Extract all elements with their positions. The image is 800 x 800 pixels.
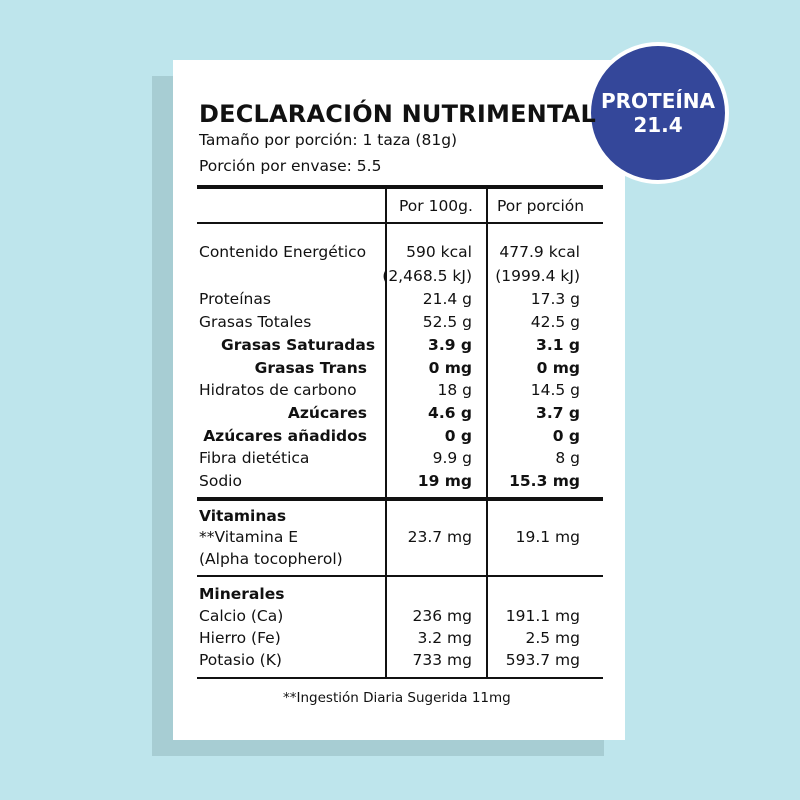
mineral-value-perserving: 2.5 mg [525,629,580,647]
badge-value: 21.4 [633,113,683,137]
mineral-name: Hierro (Fe) [199,629,281,647]
nutrient-value-perserving: 3.1 g [536,336,580,354]
nutrient-value-per100: 18 g [437,381,472,399]
nutrient-name: Azúcares [287,404,367,422]
column-divider [385,499,387,576]
nutrient-value-per100: 9.9 g [432,449,472,467]
nutrient-value-per100: 3.9 g [428,336,472,354]
serving-size: Tamaño por porción: 1 taza (81g) [199,131,458,149]
column-header-per-serving: Por porción [497,197,585,215]
mineral-name: Calcio (Ca) [199,607,284,625]
mineral-value-per100: 3.2 mg [417,629,472,647]
servings-per-container: Porción por envase: 5.5 [199,157,382,175]
nutrient-name: Proteínas [199,290,271,308]
nutrient-value-perserving: 3.7 g [536,404,580,422]
nutrient-value-perserving: 14.5 g [530,381,580,399]
nutrient-value-per100: 19 mg [417,472,472,490]
nutrient-value-perserving: 15.3 mg [509,472,580,490]
nutrient-value-per100: 4.6 g [428,404,472,422]
nutrient-value-per100: 21.4 g [422,290,472,308]
energy-kj-perserving: (1999.4 kJ) [495,267,580,285]
nutrient-name: Hidratos de carbono [199,381,357,399]
column-divider [385,187,387,499]
column-divider [486,187,488,499]
nutrient-name: Azúcares añadidos [203,427,367,445]
nutrient-value-perserving: 0 g [552,427,580,445]
nutrient-value-perserving: 0 mg [536,359,580,377]
mineral-value-perserving: 191.1 mg [505,607,580,625]
divider-thick [197,185,603,189]
energy-kj-per100: (2,468.5 kJ) [382,267,472,285]
divider-thick [197,497,603,501]
vitamin-value-perserving: 19.1 mg [515,528,580,546]
vitamins-heading: Vitaminas [199,507,287,525]
column-divider [385,577,387,679]
minerals-heading: Minerales [199,585,285,603]
nutrient-value-per100: 0 g [444,427,472,445]
column-header-per-100g: Por 100g. [399,197,473,215]
nutrient-name: Grasas Saturadas [221,336,376,354]
nutrient-value-per100: 52.5 g [422,313,472,331]
nutrient-value-perserving: 8 g [555,449,580,467]
vitamin-name-detail: (Alpha tocopherol) [199,550,343,568]
nutrient-name: Sodio [199,472,242,490]
nutrient-value-perserving: 42.5 g [530,313,580,331]
divider [197,575,603,577]
divider [197,222,603,224]
footnote: **Ingestión Diaria Sugerida 11mg [283,690,511,706]
energy-kcal-per100: 590 kcal [406,243,472,261]
vitamin-name: **Vitamina E [199,528,299,546]
column-divider [486,577,488,679]
nutrient-name: Grasas Totales [199,313,312,331]
mineral-value-per100: 236 mg [412,607,472,625]
nutrient-value-per100: 0 mg [428,359,472,377]
mineral-value-per100: 733 mg [412,651,472,669]
mineral-value-perserving: 593.7 mg [505,651,580,669]
mineral-name: Potasio (K) [199,651,282,669]
vitamin-value-per100: 23.7 mg [407,528,472,546]
column-divider [486,499,488,576]
badge-label: PROTEÍNA [600,89,716,113]
label-title: DECLARACIÓN NUTRIMENTAL [199,100,596,128]
nutrient-name: Fibra dietética [199,449,310,467]
energy-label: Contenido Energético [199,243,367,261]
nutrient-value-perserving: 17.3 g [530,290,580,308]
divider [197,677,603,679]
nutrient-name: Grasas Trans [254,359,367,377]
energy-kcal-perserving: 477.9 kcal [499,243,580,261]
